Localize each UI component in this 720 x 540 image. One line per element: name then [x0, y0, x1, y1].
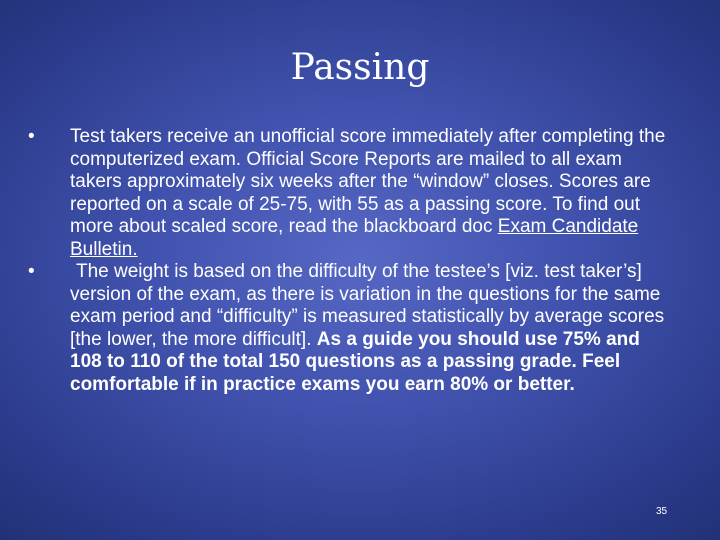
bullet-item-scores	[28, 126, 668, 261]
bullet-text: The weight is based on the difficulty of the testee’s [viz. test taker’s] version of the exam, as there is variation in the questions for the same exam period and “difficulty” is measured statistically by average scores [the lower, the more difficult].	[70, 261, 665, 350]
bullet-marker: •	[28, 261, 35, 282]
exam-candidate-bulletin-link[interactable]: Exam Candidate Bulletin.	[70, 216, 639, 260]
slide-title: Passing	[290, 47, 430, 88]
bullet-text: Test takers receive an unofficial score immediately after completing the computerized exam. Official Score Reports are mailed to all exam takers approximately six weeks after the “window” closes. Scores are reported on a scale of 25-75, with 55 as a passing score. To find out more about scaled score, read the blackboard doc	[70, 126, 666, 237]
bullet-list	[28, 126, 668, 396]
bullet-item-weight	[28, 261, 668, 396]
passing-guide-text: As a guide you should use 75% and 108 to 110 of the total 150 questions as a passing grade. Feel comfortable if in practice exams you earn 80% or better.	[70, 328, 640, 395]
page-number: 35	[656, 506, 668, 517]
bullet-marker: •	[28, 126, 35, 147]
